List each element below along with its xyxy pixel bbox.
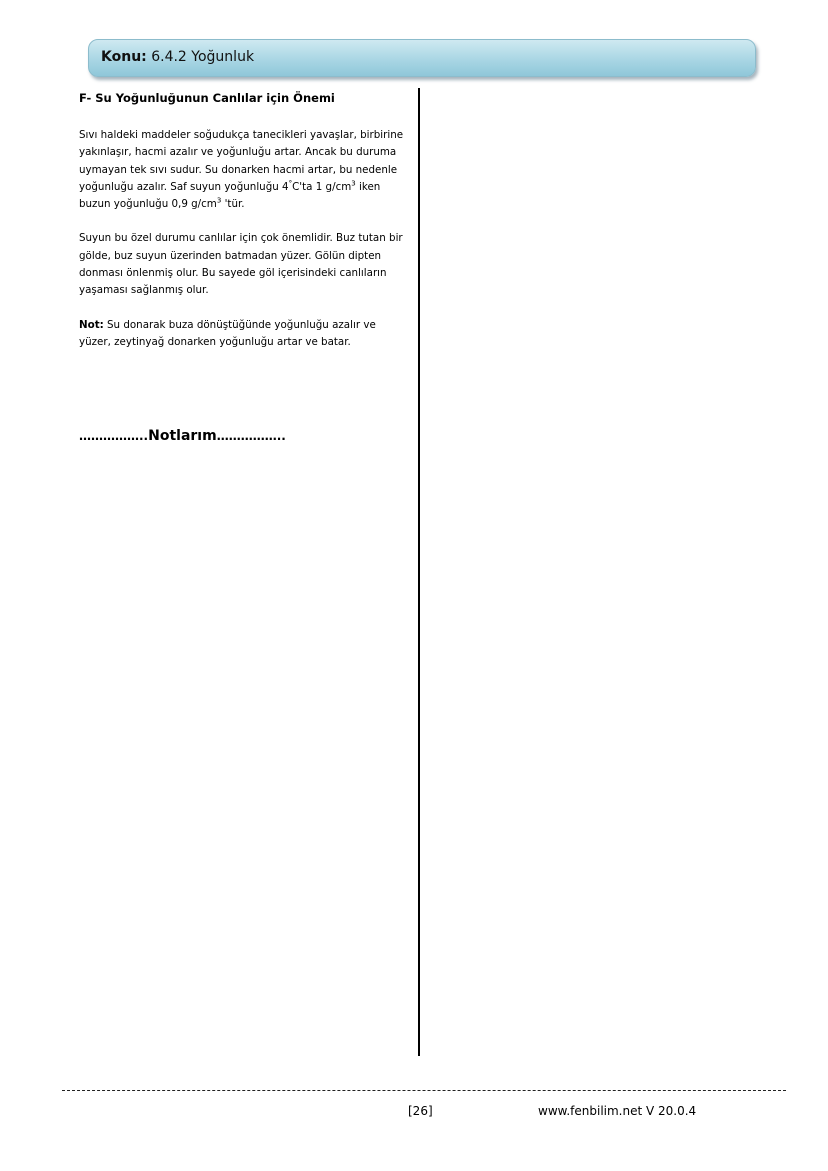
column-divider — [418, 88, 420, 1056]
p1-text-1: Sıvı haldeki maddeler soğudukça tanecikleri yavaşlar, birbirine yakınlaşır, hacmi azalır ve yoğunluğu artar. Ancak bu duruma uymayan tek sıvı sudur. Su donarken hacmi artar, bu nedenle yoğunluğu azalır. Saf suyun yoğunluğu 4 — [79, 129, 404, 193]
notes-suffix-dots: ……………. — [216, 429, 282, 443]
degree-symbol: ° — [288, 179, 293, 188]
notes-prefix-dots: …………….. — [79, 429, 149, 443]
section-heading: F- Su Yoğunluğunun Canlılar için Önemi — [79, 91, 335, 105]
left-column — [79, 90, 409, 351]
notes-word: Notlarım — [148, 428, 217, 444]
note-paragraph — [79, 317, 409, 352]
notes-heading — [79, 428, 286, 444]
notes-end-dot: . — [281, 429, 286, 443]
topic-header-bar — [88, 39, 756, 77]
cubic-superscript: 3 — [216, 196, 222, 205]
cubic-superscript: 3 — [351, 179, 356, 188]
topic-label: Konu: — [101, 49, 147, 65]
p1-text-3: iken buzun yoğunluğu 0,9 g/cm — [79, 180, 381, 211]
p1-text-4: 'tür. — [221, 198, 245, 211]
page-number: [26] — [408, 1104, 433, 1118]
footer-dashed-rule — [62, 1090, 786, 1091]
footer-site: www.fenbilim.net V 20.0.4 — [538, 1104, 697, 1118]
note-text: Su donarak buza dönüştüğünde yoğunluğu azalır ve yüzer, zeytinyağ donarken yoğunluğu artar ve batar. — [79, 318, 376, 348]
note-label: Not: — [79, 318, 104, 331]
p1-text-2: C'ta 1 g/cm — [292, 180, 352, 193]
topic-header — [101, 49, 254, 65]
topic-title: 6.4.2 Yoğunluk — [151, 49, 255, 65]
paragraph-importance-for-living-things: Suyun bu özel durumu canlılar için çok önemlidir. Buz tutan bir gölde, buz suyun üzerinden batmadan yüzer. Gölün dipten donması önlenmiş olur. Bu sayede göl içerisindeki canlıların yaşaması sağlanmış olur. — [79, 232, 403, 297]
paragraph-density-of-water — [79, 127, 409, 213]
